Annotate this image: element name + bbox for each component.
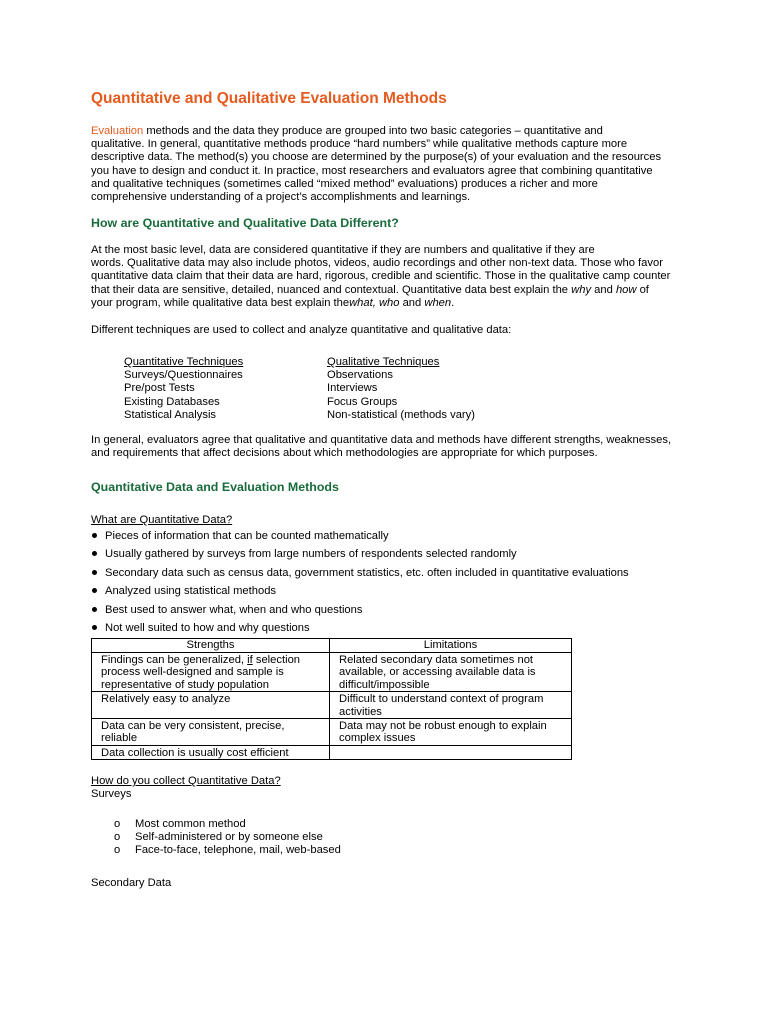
- list-item-text: Most common method: [135, 818, 246, 830]
- bullet-dot-icon: [92, 607, 97, 612]
- circle-bullet-icon: o: [114, 831, 121, 844]
- table-row: [92, 745, 572, 759]
- how-italic: how: [615, 283, 637, 296]
- para2-line: words. Qualitative data may also include photos, videos, audio recordings and other non-text data. Those who favor: [91, 257, 663, 270]
- bullet-dot-icon: [92, 551, 97, 556]
- table-cell: [330, 692, 572, 719]
- bullet-dot-icon: [92, 588, 97, 593]
- table-header-row: [92, 639, 572, 653]
- cell-line: representative of study population: [101, 678, 269, 691]
- cell-line: complex issues: [339, 732, 416, 745]
- intro-line: you have to design and conduct it. In practice, most researchers and evaluators agree that combining quantitative: [91, 164, 653, 177]
- cell-line: Data can be very consistent, precise,: [101, 720, 285, 733]
- surveys-label: Surveys: [91, 788, 132, 801]
- table-row: [92, 719, 572, 746]
- table-cell: [92, 653, 330, 692]
- collect-section: [91, 775, 691, 801]
- circle-bullet-icon: o: [114, 844, 121, 857]
- para4-line: In general, evaluators agree that qualitative and quantitative data and methods have different strengths, weaknesses,: [91, 434, 672, 446]
- bullet-dot-icon: [92, 533, 97, 538]
- list-item-text: Not well suited to how and why questions: [105, 621, 310, 634]
- document-title: Quantitative and Qualitative Evaluation Methods: [91, 90, 447, 107]
- para2-line-4: [91, 284, 691, 297]
- cell-line: Related secondary data sometimes not: [339, 654, 534, 666]
- quantitative-technique: Statistical Analysis: [124, 408, 217, 421]
- para2-text: your program, while qualitative data best explain the: [91, 296, 350, 309]
- if-underlined: if: [247, 654, 253, 666]
- para2-text: and: [591, 283, 616, 296]
- techniques-intro: Different techniques are used to collect and analyze quantitative and qualitative data:: [91, 324, 512, 336]
- table-row: [92, 692, 572, 719]
- table-cell: [330, 745, 572, 759]
- para2-text: and: [399, 296, 425, 309]
- intro-paragraph: [91, 125, 691, 204]
- heading-quantitative-methods: Quantitative Data and Evaluation Methods: [91, 480, 339, 494]
- bullet-dot-icon: [92, 625, 97, 630]
- table-cell: [330, 719, 572, 746]
- cell-line: difficult/impossible: [339, 678, 430, 691]
- quantitative-technique: Pre/post Tests: [124, 382, 195, 395]
- list-item: [91, 567, 629, 585]
- qualitative-techniques-header: Qualitative Techniques: [327, 356, 440, 368]
- list-item-text: Pieces of information that can be counted mathematically: [105, 530, 389, 542]
- bullet-dot-icon: [92, 570, 97, 575]
- para2-text: of: [636, 283, 649, 296]
- circle-bullet-icon: o: [114, 818, 121, 830]
- what-are-quantitative-label: What are Quantitative Data?: [91, 514, 233, 526]
- quantitative-technique: Surveys/Questionnaires: [124, 369, 243, 382]
- list-item: [114, 844, 341, 857]
- para2-line-5: [91, 297, 691, 310]
- intro-line: comprehensive understanding of a project’s accomplishments and learnings.: [91, 191, 471, 204]
- intro-line: qualitative. In general, quantitative methods produce “hard numbers” while qualitative methods capture more: [91, 138, 628, 151]
- basic-level-paragraph: [91, 244, 691, 310]
- why-italic: why: [571, 283, 592, 296]
- para4-line: and requirements that affect decisions about which methodologies are appropriate for which purposes.: [91, 447, 598, 460]
- strengths-limitations-table: [91, 638, 572, 760]
- list-item-text: Analyzed using statistical methods: [105, 585, 277, 598]
- cell-text: Findings can be generalized,: [101, 654, 248, 666]
- para2-text: .: [451, 296, 455, 309]
- evaluation-highlight: Evaluation: [91, 125, 144, 137]
- para2-line: quantitative data claim that their data are hard, rigorous, credible and scientific. Those in the qualitative camp counter: [91, 270, 671, 283]
- quantitative-technique: Existing Databases: [124, 395, 220, 408]
- strengths-header: Strengths: [92, 639, 330, 653]
- para2-line: At the most basic level, data are considered quantitative if they are numbers and qualitative if they are: [91, 244, 595, 256]
- cell-text: selection: [252, 654, 301, 666]
- list-item: [91, 548, 629, 566]
- list-item: [114, 831, 341, 844]
- limitations-header: Limitations: [330, 639, 572, 653]
- cell-line: Difficult to understand context of program: [339, 693, 544, 706]
- intro-line: descriptive data. The method(s) you choose are determined by the purpose(s) of your evaluation and the resources: [91, 151, 662, 164]
- qualitative-techniques-column: [327, 356, 475, 422]
- cell-line: reliable: [101, 732, 138, 745]
- when-italic: when: [424, 296, 452, 309]
- table-cell: [330, 653, 572, 692]
- list-item-text: Secondary data such as census data, government statistics, etc. often included in quantitative evaluations: [105, 566, 629, 579]
- secondary-data-label: Secondary Data: [91, 877, 172, 889]
- para2-text: that their data are sensitive, detailed, nuanced and contextual. Quantitative data best explain the: [91, 283, 572, 296]
- quantitative-bullet-list: [91, 530, 629, 640]
- cell-line: process well-designed and sample is: [101, 666, 284, 679]
- table-row: [92, 653, 572, 692]
- cell-line: Data may not be robust enough to explain: [339, 720, 547, 733]
- quantitative-techniques-column: [124, 356, 243, 422]
- list-item-text: Best used to answer what, when and who questions: [105, 603, 363, 616]
- cell-line: available, or accessing available data is: [339, 666, 536, 679]
- intro-line-1-text: methods and the data they produce are grouped into two basic categories – quantitative and: [143, 125, 603, 137]
- qualitative-technique: Observations: [327, 369, 393, 382]
- qualitative-technique: Non-statistical (methods vary): [327, 408, 475, 421]
- cell-line: [101, 654, 325, 666]
- table-cell: Data collection is usually cost efficient: [92, 745, 330, 759]
- list-item: [91, 604, 629, 622]
- list-item-text: Face-to-face, telephone, mail, web-based: [135, 844, 341, 857]
- quantitative-techniques-header: Quantitative Techniques: [124, 356, 244, 368]
- qualitative-technique: Interviews: [327, 382, 378, 395]
- survey-list: [114, 818, 341, 858]
- heading-data-different: How are Quantitative and Qualitative Data Different?: [91, 216, 399, 230]
- collect-label: How do you collect Quantitative Data?: [91, 775, 281, 787]
- table-cell: [92, 719, 330, 746]
- list-item: [91, 530, 629, 548]
- general-agreement-paragraph: [91, 434, 691, 460]
- list-item: [114, 818, 341, 831]
- intro-line-1: [91, 125, 691, 138]
- list-item: [91, 585, 629, 603]
- intro-line: and qualitative techniques (sometimes called “mixed method” evaluations) produces a richer and more: [91, 177, 598, 190]
- qualitative-technique: Focus Groups: [327, 395, 398, 408]
- what-who-italic: what, who: [349, 296, 400, 309]
- cell-line: activities: [339, 705, 382, 718]
- table-cell: Relatively easy to analyze: [92, 692, 330, 719]
- list-item-text: Self-administered or by someone else: [135, 831, 323, 844]
- list-item-text: Usually gathered by surveys from large numbers of respondents selected randomly: [105, 548, 517, 561]
